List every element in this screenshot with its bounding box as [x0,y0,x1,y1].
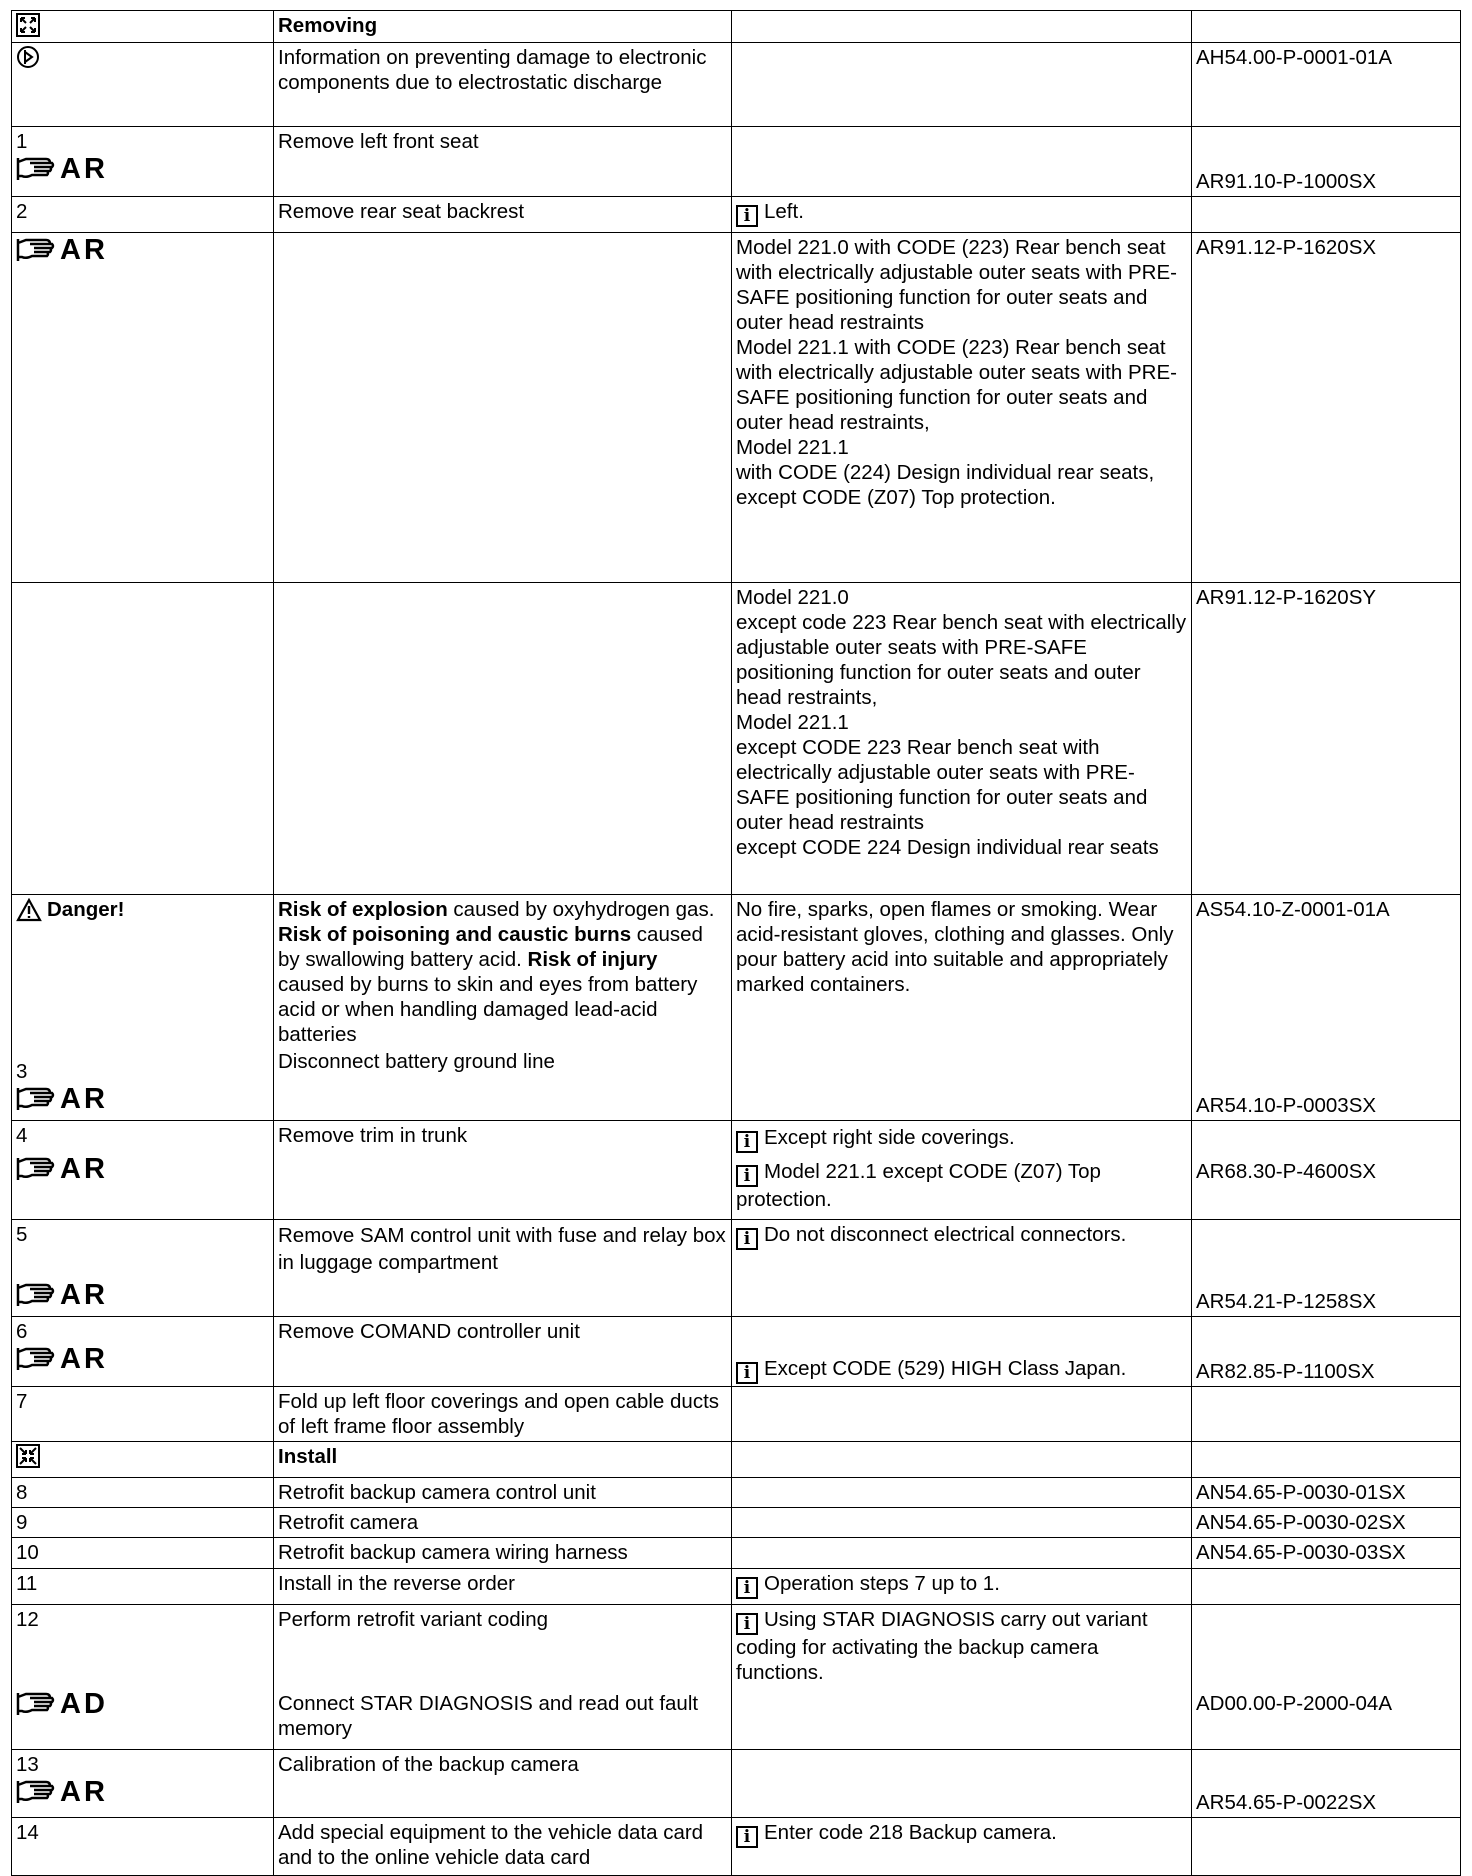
condition-list: Model 221.0 with CODE (223) Rear bench seat with electrically adjustable outer seats with PRE-SAFE positioning function for outer seats and outer head restraints Model 221.1 with CODE (223) Rear bench seat with electrically adjustable outer seats with PRE-SAFE positioning function for outer seats and outer head restraints, Model 221.1 with CODE (224) Design individual rear seats, except CODE (Z07) Top protection. [732,233,1192,583]
section-row-removing [12,11,1461,43]
step-note: Operation steps 7 up to 1. [764,1572,1000,1595]
step-text: Remove rear seat backrest [274,197,732,233]
step-subtext: Connect STAR DIAGNOSIS and read out fault memory [278,1692,699,1740]
danger-text: Risk of explosion caused by oxyhydrogen gas. Risk of poisoning and caustic burns caused by swallowing battery acid. Risk of injury caused by burns to skin and eyes from battery acid or when handling damaged lead-acid batteries [278,898,715,1046]
step-note: Model 221.1 except CODE (Z07) Top protection. [736,1160,1101,1211]
step-number: 5 [16,1223,28,1246]
removing-icon [16,13,40,37]
step-number: 10 [12,1538,274,1569]
step-row-10 [12,1538,1461,1569]
step-ref[interactable]: AR82.85-P-1100SX [1196,1360,1375,1383]
step-text: Disconnect battery ground line [278,1050,555,1073]
condition-list: Model 221.0 except code 223 Rear bench seat with electrically adjustable outer seats with PRE-SAFE positioning function for outer seats and outer head restraints, Model 221.1 except CODE 223 Rear bench seat with electrically adjustable outer seats with PRE-SAFE positioning function for outer seats and outer head restraints except CODE 224 Design individual rear seats [732,583,1192,895]
step-text: Remove SAM control unit with fuse and relay box in luggage compartment [274,1220,732,1317]
esd-text: Information on preventing damage to electronic components due to electrostatic discharge [274,43,732,127]
step-row-13 [12,1750,1461,1818]
step-row-7 [12,1387,1461,1442]
step-number: 1 [16,130,28,153]
ar-marker: AR [16,1280,108,1310]
esd-ref[interactable]: AH54.00-P-0001-01A [1192,43,1461,127]
step-row-8 [12,1478,1461,1508]
step-text: Install in the reverse order [274,1569,732,1605]
step-number: 2 [12,197,274,233]
step-number: 7 [12,1387,274,1442]
step-text: Fold up left floor coverings and open cable ducts of left frame floor assembly [274,1387,732,1442]
step-number: 11 [12,1569,274,1605]
step-row-11 [12,1569,1461,1605]
step-note: Do not disconnect electrical connectors. [764,1223,1127,1246]
step-row-9 [12,1508,1461,1538]
install-icon [16,1444,40,1468]
esd-icon [16,45,40,69]
pointing-hand-icon [16,1779,56,1805]
step-ref[interactable]: AR91.12-P-1620SY [1192,583,1461,895]
step-text: Perform retrofit variant coding [278,1608,549,1631]
esd-row [12,43,1461,127]
danger-label: Danger! [16,897,124,922]
step-text: Remove left front seat [274,127,732,197]
step-number: 3 [16,1060,28,1083]
ar-marker: AR [16,1777,108,1807]
step-ref[interactable]: AN54.65-P-0030-01SX [1192,1478,1461,1508]
step-row-5 [12,1220,1461,1317]
step-row-6 [12,1317,1461,1387]
ar-marker: AR [16,235,108,265]
info-icon: i [736,1228,758,1250]
step-note: Left. [764,200,804,223]
pointing-hand-icon [16,237,56,263]
ar-marker: AR [16,1344,108,1374]
step-ref[interactable]: AR91.10-P-1000SX [1196,170,1377,193]
info-icon: i [736,1826,758,1848]
info-icon: i [736,1131,758,1153]
step-row-1 [12,127,1461,197]
ar-marker: AR [16,154,108,184]
step-ref[interactable]: AN54.65-P-0030-02SX [1192,1508,1461,1538]
removing-cell [12,11,274,43]
step-text: Remove trim in trunk [274,1121,732,1220]
step-text: Retrofit camera [274,1508,732,1538]
step-text: Add special equipment to the vehicle data card and to the online vehicle data card [274,1818,732,1876]
step-note: Except right side coverings. [764,1126,1015,1149]
step-text: Calibration of the backup camera [274,1750,732,1818]
step-ref[interactable]: AR54.21-P-1258SX [1196,1290,1377,1313]
step-row-14 [12,1818,1461,1876]
danger-row [12,895,1461,1121]
danger-measures: No fire, sparks, open flames or smoking. Wear acid-resistant gloves, clothing and glasses. Only pour battery acid into suitable and appropriately marked containers. [732,895,1192,1121]
step-text: Remove COMAND controller unit [274,1317,732,1387]
step-number: 4 [16,1124,28,1147]
step-number: 6 [16,1320,28,1343]
pointing-hand-icon [16,1346,56,1372]
step-number: 14 [12,1818,274,1876]
danger-ref[interactable]: AS54.10-Z-0001-01A [1196,898,1390,921]
step-ref[interactable]: AR54.10-P-0003SX [1196,1094,1377,1117]
section-title-install: Install [274,1442,732,1478]
step-note: Except CODE (529) HIGH Class Japan. [764,1357,1127,1380]
pointing-hand-icon [16,1691,56,1717]
step-ref[interactable]: AR68.30-P-4600SX [1196,1160,1377,1183]
info-icon: i [736,1577,758,1599]
info-icon: i [736,1165,758,1187]
section-row-install [12,1442,1461,1478]
step-number: 13 [16,1753,39,1776]
step-row-2-condition-b [12,583,1461,895]
pointing-hand-icon [16,1282,56,1308]
info-icon: i [736,205,758,227]
step-note: Enter code 218 Backup camera. [764,1821,1057,1844]
section-title-removing: Removing [274,11,732,43]
step-ref[interactable]: AD00.00-P-2000-04A [1196,1692,1393,1715]
step-row-12 [12,1605,1461,1750]
step-note: Using STAR DIAGNOSIS carry out variant coding for activating the backup camera functions. [736,1608,1148,1684]
step-row-2 [12,197,1461,233]
ar-marker: AR [16,1084,108,1114]
step-row-2-condition-a [12,233,1461,583]
info-icon: i [736,1613,758,1635]
step-text: Retrofit backup camera control unit [274,1478,732,1508]
ar-marker: AR [16,1154,108,1184]
step-number: 9 [12,1508,274,1538]
warning-triangle-icon [16,898,42,922]
step-row-4 [12,1121,1461,1220]
pointing-hand-icon [16,1086,56,1112]
step-text: Retrofit backup camera wiring harness [274,1538,732,1569]
step-ref[interactable]: AR54.65-P-0022SX [1196,1791,1377,1814]
step-number: 8 [12,1478,274,1508]
step-ref[interactable]: AN54.65-P-0030-03SX [1192,1538,1461,1569]
step-ref[interactable]: AR91.12-P-1620SX [1192,233,1461,583]
info-icon: i [736,1362,758,1384]
pointing-hand-icon [16,156,56,182]
pointing-hand-icon [16,1156,56,1182]
ad-marker: AD [16,1689,108,1719]
step-number: 12 [16,1608,39,1631]
procedure-table [11,10,1461,1876]
